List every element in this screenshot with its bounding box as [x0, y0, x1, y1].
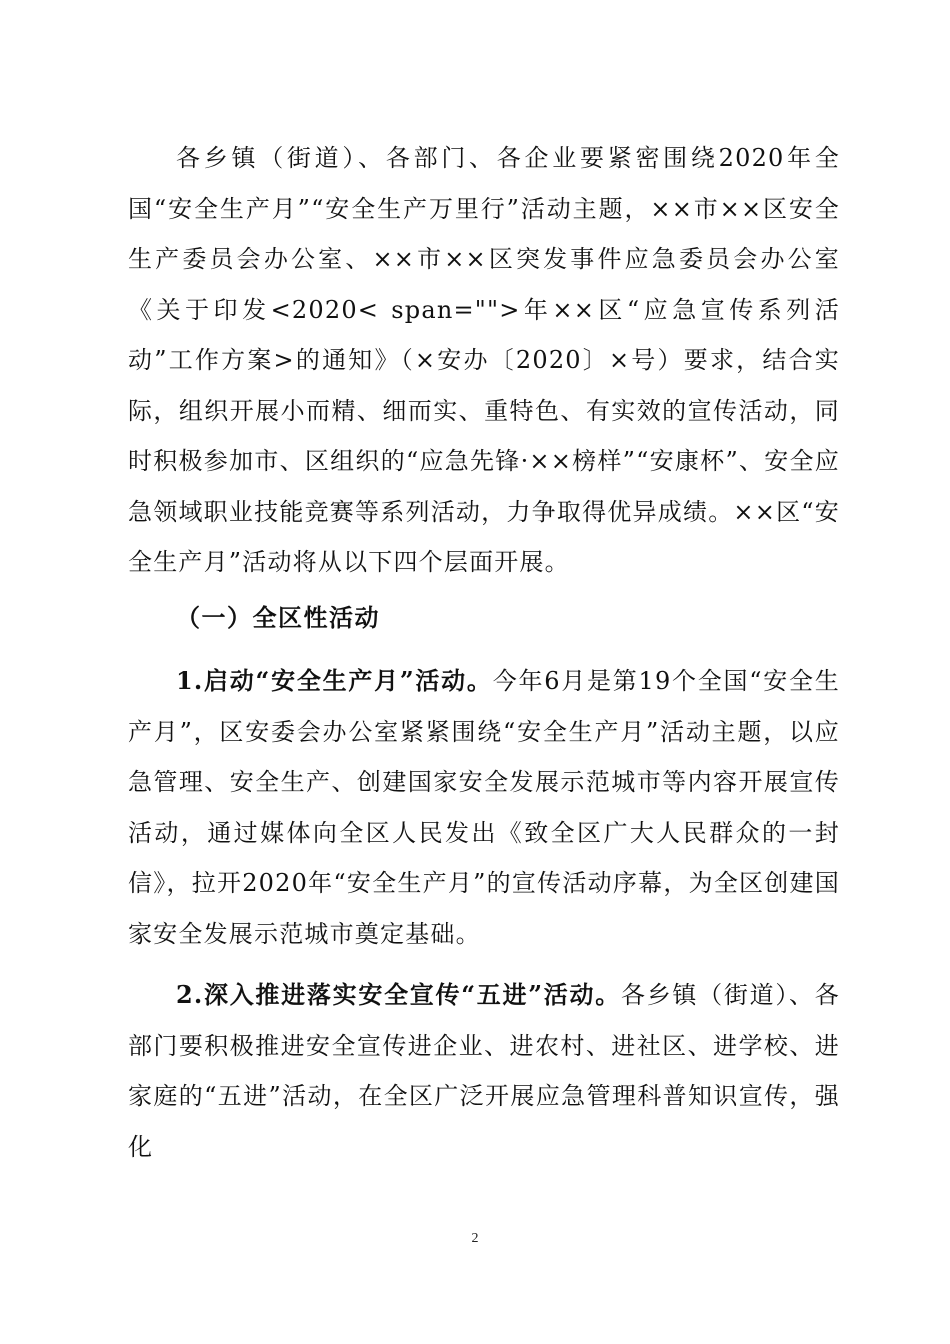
body-paragraph: 各乡镇（街道）、各部门、各企业要紧密围绕2020年全国“安全生产月”“安全生产万里行”活动主题，××市××区安全生产委员会办公室、××市××区突发事件应急委员会办公室《关于印发<2020< span="">年××区“应急宣传系列活动”工作方案>的通知》（×安办〔2020〕×号）要求，结合实际，组织开展小而精、细而实、重特色、有实效的宣传活动，同时积极参加市、区组织的“应急先锋·××榜样”“安康杯”、安全应急领域职业技能竞赛等系列活动，力争取得优异成绩。××区“安全生产月”活动将从以下四个层面开展。	[128, 144, 840, 576]
section-heading: （一）全区性活动	[176, 603, 380, 632]
item-lead-1: 1.启动“安全生产月”活动。	[176, 666, 493, 695]
item-paragraph-2	[128, 970, 840, 1172]
page-number: 2	[471, 1231, 479, 1246]
item-body-1: 今年6月是第19个全国“安全生产月”，区安委会办公室紧紧围绕“安全生产月”活动主题，以应急管理、安全生产、创建国家安全发展示范城市等内容开展宣传活动，通过媒体向全区人民发出《致全区广大人民群众的一封信》，拉开2020年“安全生产月”的宣传活动序幕，为全区创建国家安全发展示范城市奠定基础。	[128, 667, 841, 948]
item-body-2: 各乡镇（街道）、各部门要积极推进安全宣传进企业、进农村、进社区、进学校、进家庭的“五进”活动，在全区广泛开展应急管理科普知识宣传，强化	[128, 981, 840, 1161]
item-paragraph-1	[128, 656, 840, 959]
item-lead-2: 2.深入推进落实安全宣传“五进”活动。	[176, 980, 621, 1009]
